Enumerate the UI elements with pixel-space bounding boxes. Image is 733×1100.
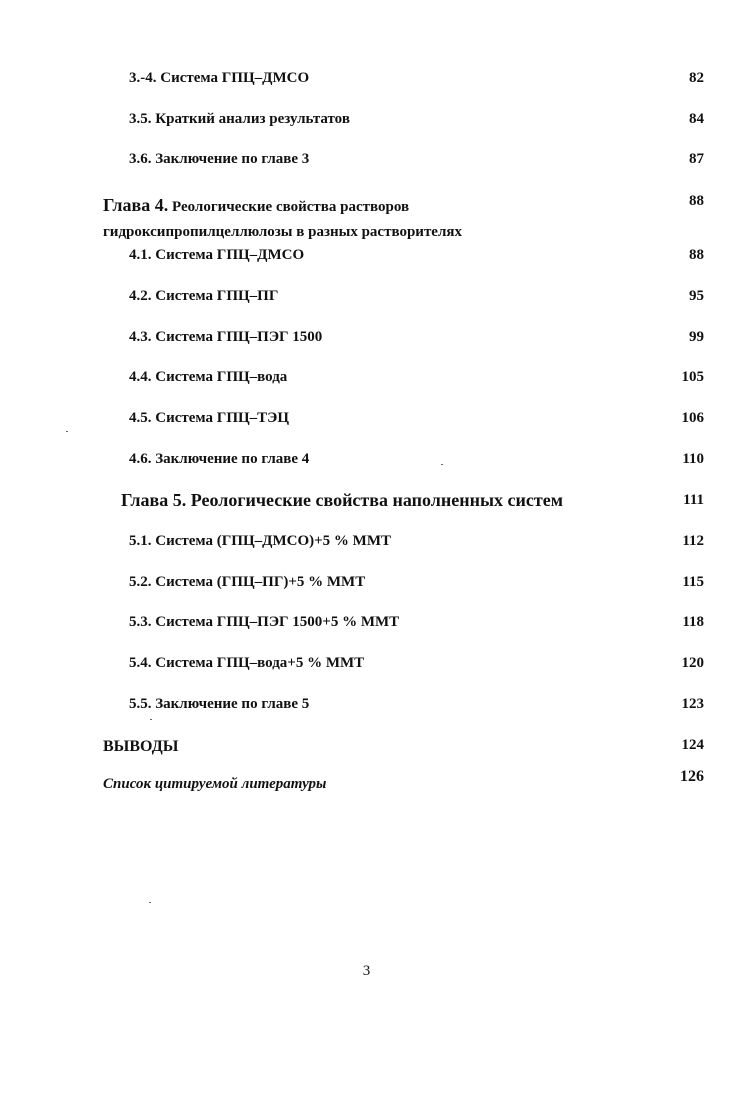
toc-page: 118 — [682, 614, 704, 630]
toc-label: 3.6. Заключение по главе 3 — [129, 151, 310, 167]
toc-label: 3.5. Краткий анализ результатов — [129, 111, 350, 127]
scan-speck — [149, 902, 151, 903]
toc-page: 95 — [689, 288, 704, 304]
toc-label: 4.5. Система ГПЦ–ТЭЦ — [129, 410, 289, 426]
chapter-title-rest: Реологические свойства растворов — [168, 199, 410, 215]
chapter-title-line2: гидроксипропилцеллюлозы в разных растворителях — [103, 224, 462, 240]
toc-label: 4.2. Система ГПЦ–ПГ — [129, 288, 279, 304]
toc-label: 5.5. Заключение по главе 5 — [129, 696, 310, 712]
toc-page: 120 — [681, 655, 704, 671]
toc-page: 87 — [689, 151, 704, 167]
toc-page: 99 — [689, 329, 704, 345]
toc-label: 4.6. Заключение по главе 4 — [129, 451, 310, 467]
toc-label: 4.4. Система ГПЦ–вода — [129, 369, 288, 385]
toc-label: 5.3. Система ГПЦ–ПЭГ 1500+5 % ММТ — [129, 614, 400, 630]
toc-page: 84 — [689, 111, 704, 127]
toc-page: 123 — [681, 696, 704, 712]
toc-label: 5.1. Система (ГПЦ–ДМСО)+5 % ММТ — [129, 533, 391, 549]
toc-page: 115 — [682, 574, 704, 590]
toc-page: 106 — [681, 410, 704, 426]
toc-label: 3.-4. Система ГПЦ–ДМСО — [129, 70, 310, 86]
toc-label: 5.2. Система (ГПЦ–ПГ)+5 % ММТ — [129, 574, 366, 590]
page-number: 3 — [362, 963, 371, 979]
toc-page: 124 — [681, 737, 704, 753]
scan-speck — [441, 464, 443, 465]
toc-label: 4.1. Система ГПЦ–ДМСО — [129, 247, 305, 263]
toc-label: 5.4. Система ГПЦ–вода+5 % ММТ — [129, 655, 365, 671]
toc-page: 126 — [680, 768, 704, 785]
chapter-prefix: Глава 4. — [103, 195, 169, 215]
scan-speck — [66, 431, 68, 432]
toc-chapter-title — [103, 193, 462, 245]
toc-page: 105 — [681, 369, 704, 385]
toc-page: 112 — [682, 533, 704, 549]
toc-chapter-title: Глава 5. Реологические свойства наполненных систем — [121, 490, 563, 510]
toc-label: 4.3. Система ГПЦ–ПЭГ 1500 — [129, 329, 323, 345]
toc-label: ВЫВОДЫ — [103, 738, 179, 755]
toc-page: 110 — [682, 451, 704, 467]
toc-page: 82 — [689, 70, 704, 86]
toc-label: Список цитируемой литературы — [103, 776, 327, 792]
scan-speck — [150, 719, 152, 720]
toc-page: 88 — [689, 193, 704, 209]
toc-page: 111 — [683, 492, 704, 508]
toc-page: 88 — [689, 247, 704, 263]
